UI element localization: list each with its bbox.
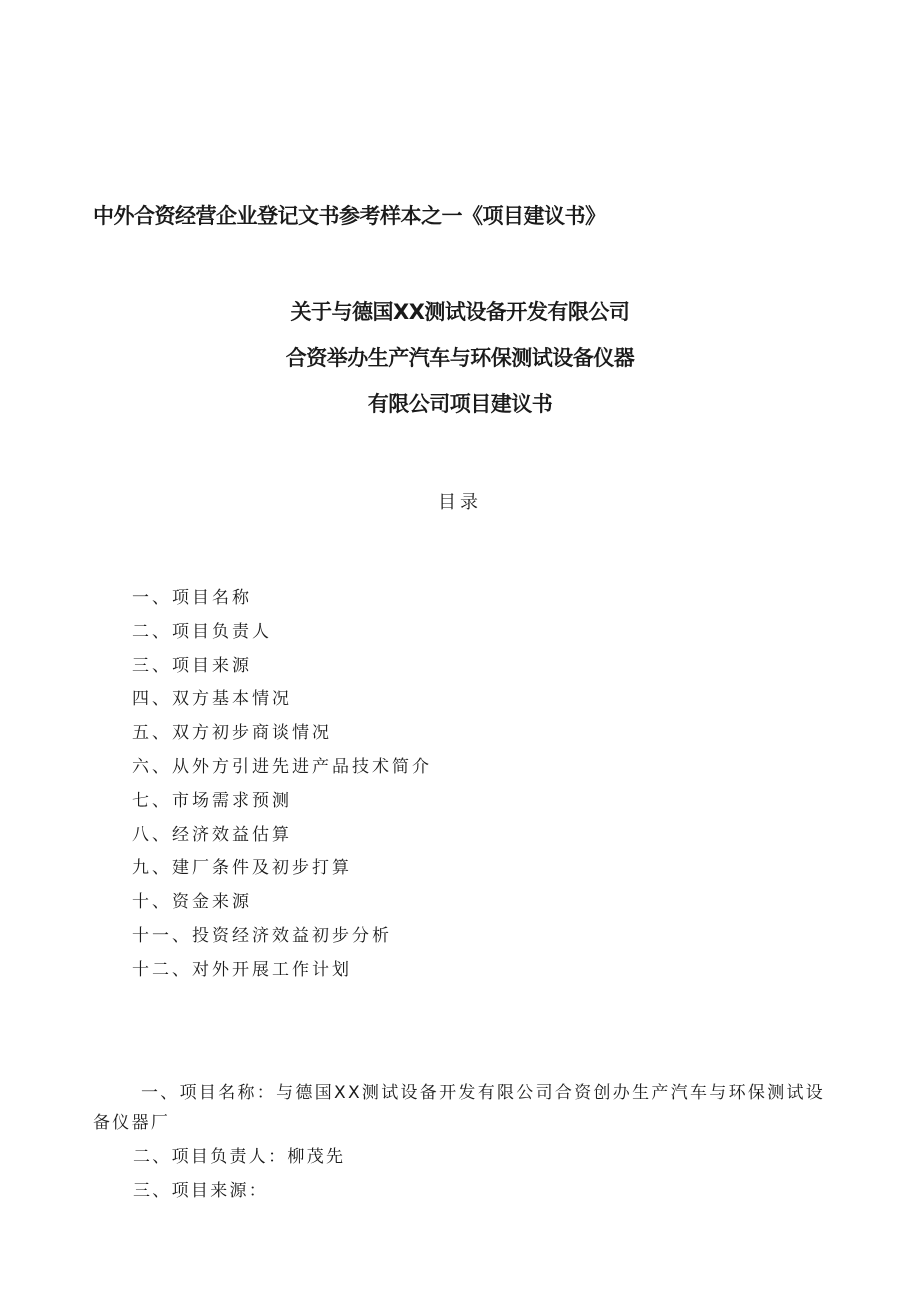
table-of-contents (132, 583, 432, 989)
proposal-title (0, 292, 920, 430)
toc-item: 二、项目负责人 (132, 621, 272, 642)
toc-item: 十、资金来源 (132, 892, 252, 913)
toc-item: 五、双方初步商谈情况 (132, 723, 332, 744)
title-line: 合资举办生产汽车与环保测试设备仪器 (285, 346, 635, 370)
toc-item: 六、从外方引进先进产品技术简介 (132, 756, 432, 777)
paragraph-project-leader: 二、项目负责人：柳茂先 (133, 1147, 346, 1167)
document-heading: 中外合资经营企业登记文书参考样本之一《项目建议书》 (93, 204, 606, 228)
toc-item: 十一、投资经济效益初步分析 (132, 925, 392, 946)
toc-item: 三、项目来源 (132, 655, 252, 676)
title-line: 有限公司项目建议书 (367, 392, 553, 416)
toc-item: 八、经济效益估算 (132, 824, 292, 845)
toc-item: 四、双方基本情况 (132, 689, 292, 710)
toc-item: 十二、对外开展工作计划 (132, 959, 352, 980)
toc-title: 目录 (438, 492, 482, 513)
toc-item: 九、建厂条件及初步打算 (132, 858, 352, 879)
toc-item: 一、项目名称 (132, 588, 252, 608)
paragraph-project-name: 一、项目名称：与德国XX测试设备开发有限公司合资创办生产汽车与环保测试设备仪器厂 (93, 1083, 826, 1133)
body-text (93, 1078, 833, 1206)
title-line: 关于与德国XX测试设备开发有限公司 (290, 300, 630, 324)
toc-item: 七、市场需求预测 (132, 790, 292, 811)
paragraph-project-source: 三、项目来源： (133, 1181, 269, 1201)
